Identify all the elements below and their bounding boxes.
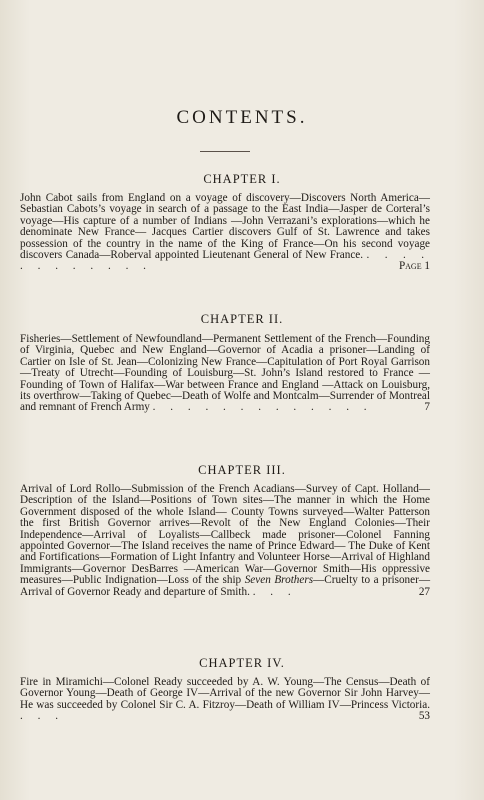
page-number-2: 7 bbox=[424, 401, 430, 414]
ornamental-rule bbox=[200, 151, 250, 152]
chapter-summary-text-4: Fire in Miramichi—Colonel Ready succeeded by A. W. Young—The Census—Death of Governor Young—Death of George IV—Arrival of the new Governor Sir John Harvey—He was succeeded by Colonel Sir C. A. Fitzroy—Death of William IV—Princess Victoria. bbox=[20, 676, 430, 711]
dot-leader-1: . . . . . . . . . . . . bbox=[20, 249, 431, 273]
chapter-summary-text-2: Fisheries—Settlement of Newfoundland—Permanent Settlement of the French—Founding of Virginia, Quebec and New England—Governor of Acadia a prisoner—Landing of Cartier on Isle of St. Jean—Colonizing New France—Capitulation of Port Royal Garrison—Treaty of Utrecht—Founding of Louisburg—St. John’s Island restored to France —Founding of Town of Halifax—War between France and England —Attack on Louisburg, its overthrow—Taking of Quebec—Death of Wolfe and Montcalm—Surrender of Montreal and remnant of French Army bbox=[20, 333, 430, 414]
chapter-summary-2 bbox=[20, 334, 430, 414]
chapter-heading-3: CHAPTER III. bbox=[198, 463, 286, 477]
page-title: CONTENTS. bbox=[176, 107, 308, 128]
chapter-summary-3 bbox=[20, 484, 430, 598]
chapter-summary-text-1: John Cabot sails from England on a voyage of discovery—Discovers North America—Sebastian Cabots’s voyage in search of a passage to the East India—Jasper de Corteral’s voyage—His capture of a number of Indians —John Verrazani’s explorations—which he denominate New France— Jacques Cartier discovers Gulf of St. Lawrence and takes possession of the country in the name of the King of France—On his second voyage discovers Canada—Roberval appointed Lieutenant General of New France. bbox=[20, 192, 430, 262]
chapter-heading-4: CHAPTER IV. bbox=[199, 656, 285, 670]
chapter-summary-text-3: Arrival of Lord Rollo—Submission of the French Acadians—Survey of Capt. Holland—Description of the Island—Positions of Town sites—The manner in which the Home Government disposed of the whole Island— County Towns surveyed—Walter Patterson the first British Governor arrives—Revolt of the New England Colonies—Their Independence—Arrival of Loyalists—Callbeck made prisoner—Colonel Fanning appointed Governor—The Island receives the name of Prince Edward— The Duke of Kent and Fortifications—Formation of Light Infantry and Volunteer Horse—Arrival of Highland Immigrants—Governor DesBarres —American War—Governor Smith—His oppressive measures—Public Indignation—Loss of the ship Seven Brothers—Cruelty to a prisoner— Arrival of Governor Ready and departure of Smith. bbox=[20, 483, 431, 598]
chapter-heading-2: CHAPTER II. bbox=[200, 312, 284, 326]
dot-leader-3: . . . bbox=[252, 585, 297, 598]
chapter-heading-1: CHAPTER I. bbox=[203, 172, 281, 186]
page-number-1: Page 1 bbox=[398, 260, 430, 273]
page-number-4: 53 bbox=[418, 710, 430, 723]
dot-leader-2: . . . . . . . . . . . . . bbox=[152, 401, 373, 414]
ship-name: Seven Brothers bbox=[244, 574, 314, 587]
dot-leader-4: . . . bbox=[20, 710, 64, 723]
chapter-summary-4 bbox=[20, 677, 430, 723]
page-number-3: 27 bbox=[418, 585, 430, 598]
chapter-summary-1 bbox=[20, 193, 430, 273]
